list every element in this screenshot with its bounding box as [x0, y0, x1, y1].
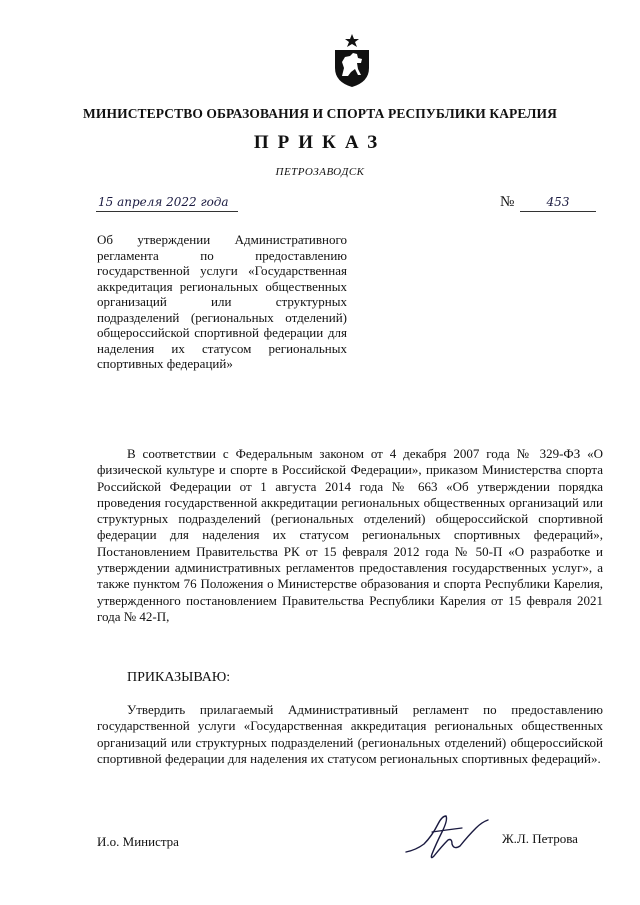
ministry-name: МИНИСТЕРСТВО ОБРАЗОВАНИЯ И СПОРТА РЕСПУБЛИКИ КАРЕЛИЯ	[83, 106, 557, 121]
signatory-name: Ж.Л. Петрова	[502, 831, 578, 846]
handwritten-signature	[402, 810, 492, 862]
order-date: 15 апреля 2022 года	[96, 193, 238, 212]
order-number: 453	[520, 193, 596, 212]
number-sign: №	[500, 194, 515, 210]
signatory-title: И.о. Министра	[97, 834, 179, 849]
document-type: ПРИКАЗ	[253, 132, 387, 153]
city-name: ПЕТРОЗАВОДСК	[275, 166, 365, 178]
order-keyword: ПРИКАЗЫВАЮ:	[127, 670, 231, 685]
order-subject: Об утверждении Административного регламента по предоставлению государственной услуги «Государственная аккредитация региональных общественных организаций или структурных подразделений (региональных отделений) общероссийской спортивной федерации для наделения их статусом региональных спортивных федераций»	[97, 232, 347, 371]
preamble-paragraph: В соответствии с Федеральным законом от 4 декабря 2007 года № 329-ФЗ «О физической культуре и спорте в Российской Федерации», приказом Министерства спорта Российской Федерации от 1 августа 2014 года № 663 «Об утверждении порядка проведения государственной аккредитации региональных общественных организаций или структурных подразделений (региональных отделений) общероссийской спортивной федерации для наделения их статусом региональных спортивных федераций», Постановлением Правительства РК от 15 февраля 2012 года № 50-П «О разработке и утверждении административных регламентов предоставления государственных услуг», а также пунктом 76 Положения о Министерстве образования и спорта Республики Карелия, утвержденного постановлением Правительства Республики Карелия от 15 февраля 2021 года № 42-П,	[97, 446, 603, 624]
order-paragraph: Утвердить прилагаемый Административный регламент по предоставлению государственной услуги «Государственная аккредитация региональных общественных организаций или структурных подразделений (региональных отделений) общероссийской спортивной федерации для наделения их статусом региональных спортивных федераций».	[97, 702, 603, 766]
coat-of-arms-icon	[331, 32, 373, 88]
